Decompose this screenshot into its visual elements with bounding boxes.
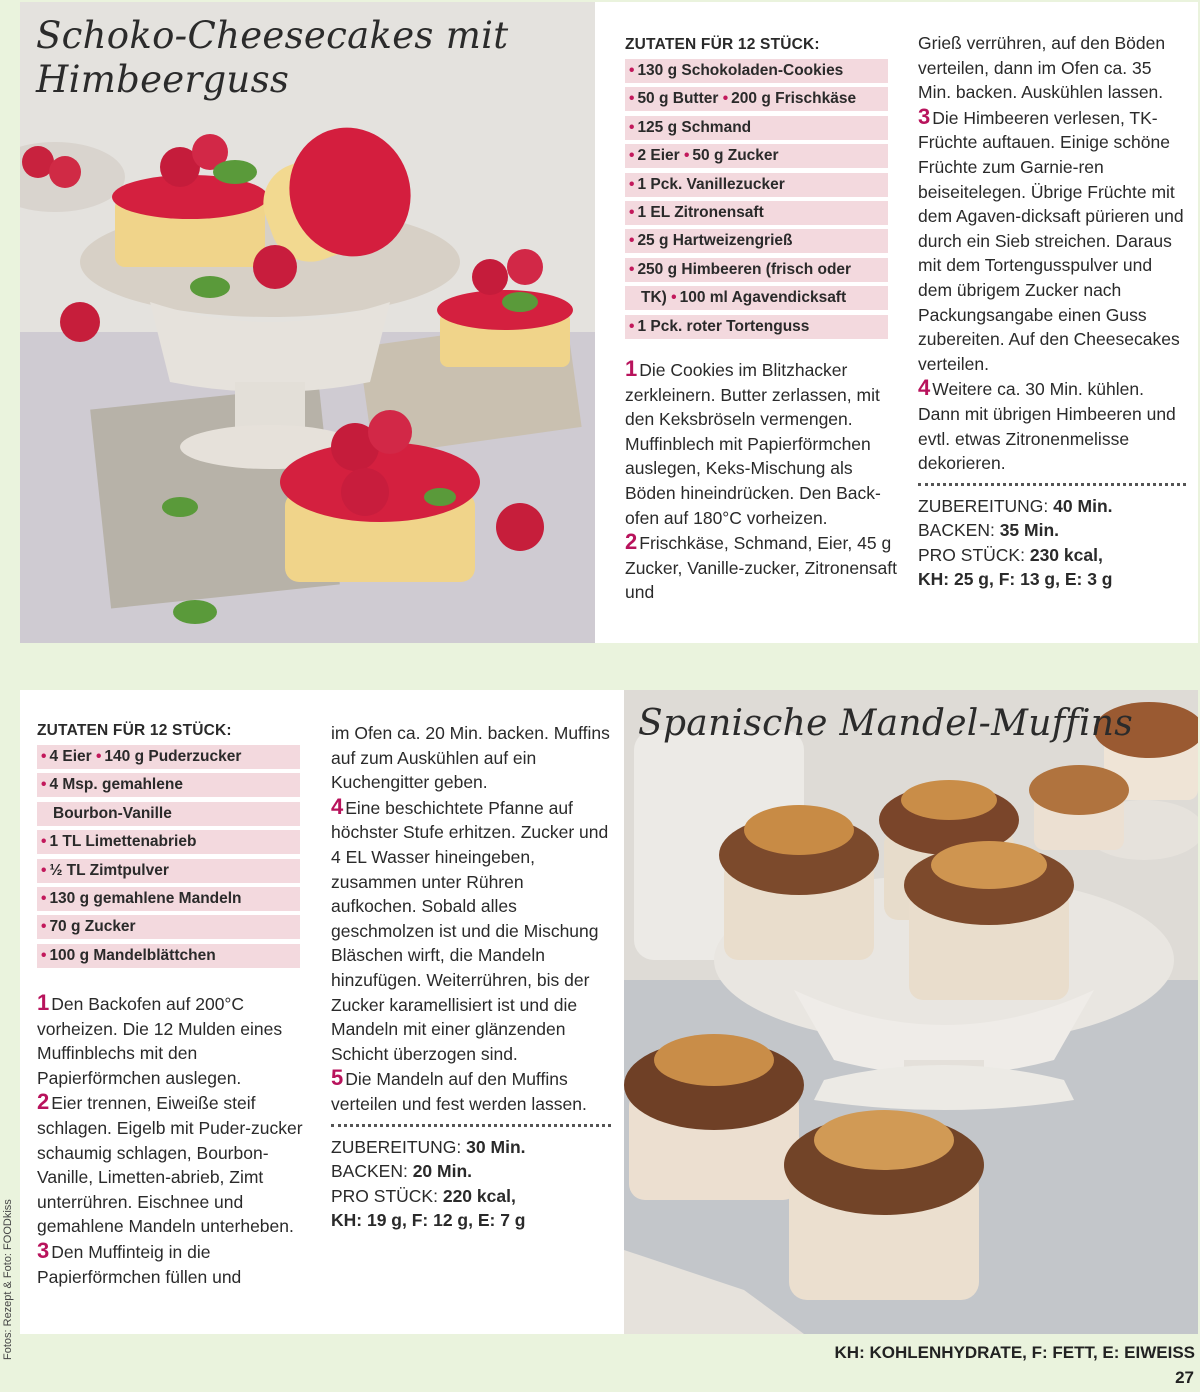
step: 5 Die Mandeln auf den Muffins verteilen und fest werden lassen. — [331, 1065, 587, 1114]
muffins-photo — [624, 690, 1198, 1334]
ingredient-item: • 130 g Schokoladen-Cookies — [625, 59, 888, 83]
ingredient-item: • 4 Msp. gemahlene — [37, 773, 300, 797]
instructions-column-1 — [37, 991, 319, 1289]
step: 2 Eier trennen, Eiweiße steif schlagen. Eigelb mit Puder-zucker schaumig schlagen, Bourbon-Vanille, Limetten-abrieb, Zimt unterrühren. Eischnee und gemahlene Mandeln unterheben. — [37, 1089, 303, 1237]
step: 3 Den Muffinteig in die Papierförmchen füllen und — [37, 1237, 242, 1287]
ingredients-heading: ZUTATEN FÜR 12 STÜCK: — [625, 36, 820, 53]
muffins-illustration — [624, 690, 1198, 1334]
step: im Ofen ca. 20 Min. backen. Muffins auf zum Auskühlen auf ein Kuchengitter geben. — [331, 723, 610, 793]
ingredient-item: • 130 g gemahlene Mandeln — [37, 887, 300, 911]
instructions-column-1 — [625, 357, 900, 605]
ingredient-item: • 125 g Schmand — [625, 116, 888, 140]
step: 2 Frischkäse, Schmand, Eier, 45 g Zucker, Vanille-zucker, Zitronensaft und — [625, 529, 898, 603]
step: 1 Den Backofen auf 200°C vorheizen. Die 12 Mulden eines Muffinblechs mit den Papierförmchen auslegen. — [37, 990, 283, 1088]
ingredients-box — [37, 721, 300, 972]
ingredient-item: • 1 EL Zitronensaft — [625, 201, 888, 225]
step: 4 Weitere ca. 30 Min. kühlen. Dann mit übrigen Himbeeren und evtl. etwas Zitronenmelisse dekorieren. — [918, 375, 1176, 474]
instructions-column-2 — [331, 721, 611, 1233]
ingredient-item: • 50 g Butter • 200 g Frischkäse — [625, 87, 888, 111]
ingredients-list — [625, 59, 888, 339]
step: 4 Eine beschichtete Pfanne auf höchster Stufe erhitzen. Zucker und 4 EL Wasser hineingeben, zusammen unter Rühren aufkochen. Sobald alles geschmolzen ist und die Mischung Bläschen wirft, die Mandeln hinzufügen. Weiterrühren, bis der Zucker karamellisiert ist und die Mandeln mit einer glänzenden Schicht überzogen sind. — [331, 793, 609, 1064]
cheesecake-photo — [20, 2, 595, 643]
recipe-title: Spanische Mandel-Muffins — [638, 703, 1134, 744]
ingredient-item: • 4 Eier • 140 g Puderzucker — [37, 745, 300, 769]
dotted-divider — [918, 483, 1186, 486]
ingredient-item: • 2 Eier • 50 g Zucker — [625, 144, 888, 168]
ingredient-item: • 250 g Himbeeren (frisch oder — [625, 258, 888, 282]
ingredient-item: • 1 TL Limettenabrieb — [37, 830, 300, 854]
step: Grieß verrühren, auf den Böden verteilen, dann im Ofen ca. 35 Min. backen. Auskühlen lassen. — [918, 33, 1166, 103]
ingredient-item: • 70 g Zucker — [37, 915, 300, 939]
ingredient-item: • 1 Pck. Vanillezucker — [625, 173, 888, 197]
page-number: 27 — [1175, 1368, 1194, 1387]
nutrition-info: ZUBEREITUNG: 30 Min. BACKEN: 20 Min. PRO STÜCK: 220 kcal, KH: 19 g, F: 12 g, E: 7 g — [331, 1136, 526, 1231]
step: 3 Die Himbeeren verlesen, TK-Früchte auftauen. Einige schöne Früchte zum Garnie-ren beiseitelegen. Übrige Früchte mit dem Agaven-dicksaft pürieren und durch ein Sieb streichen. Daraus mit dem Tortengusspulver und dem übrigem Zucker nach Packungsangabe einen Guss zubereiten. Auf den Cheesecakes verteilen. — [918, 103, 1184, 374]
abbreviations-legend: KH: KOHLENHYDRATE, F: FETT, E: EIWEISS — [834, 1343, 1195, 1362]
ingredient-item: • 100 g Mandelblättchen — [37, 944, 300, 968]
ingredients-heading: ZUTATEN FÜR 12 STÜCK: — [37, 722, 232, 739]
ingredients-list — [37, 745, 300, 968]
recipe-card-cheesecakes — [20, 2, 1198, 643]
ingredient-item: Bourbon-Vanille — [37, 802, 300, 826]
ingredient-item: • 1 Pck. roter Tortenguss — [625, 315, 888, 339]
ingredients-box — [625, 35, 888, 343]
ingredient-item: TK) • 100 ml Agavendicksaft — [625, 286, 888, 310]
photo-credit: Fotos: Rezept & Foto: FOODkiss — [2, 1199, 14, 1360]
ingredient-item: • ½ TL Zimtpulver — [37, 859, 300, 883]
nutrition-info: ZUBEREITUNG: 40 Min. BACKEN: 35 Min. PRO STÜCK: 230 kcal, KH: 25 g, F: 13 g, E: 3 g — [918, 495, 1113, 590]
recipe-card-muffins — [20, 690, 1198, 1334]
dotted-divider — [331, 1124, 611, 1127]
ingredient-item: • 25 g Hartweizengrieß — [625, 229, 888, 253]
instructions-column-2 — [918, 31, 1186, 592]
recipe-title: Schoko-Cheesecakes mit Himbeerguss — [36, 14, 509, 101]
step: 1 Die Cookies im Blitzhacker zerkleinern. Butter zerlassen, mit den Keksbröseln vermengen. Muffinblech mit Papierförmchen auslegen, Keks-Mischung als Böden hineindrücken. Den Back-ofen auf 180°C vorheizen. — [625, 356, 881, 528]
